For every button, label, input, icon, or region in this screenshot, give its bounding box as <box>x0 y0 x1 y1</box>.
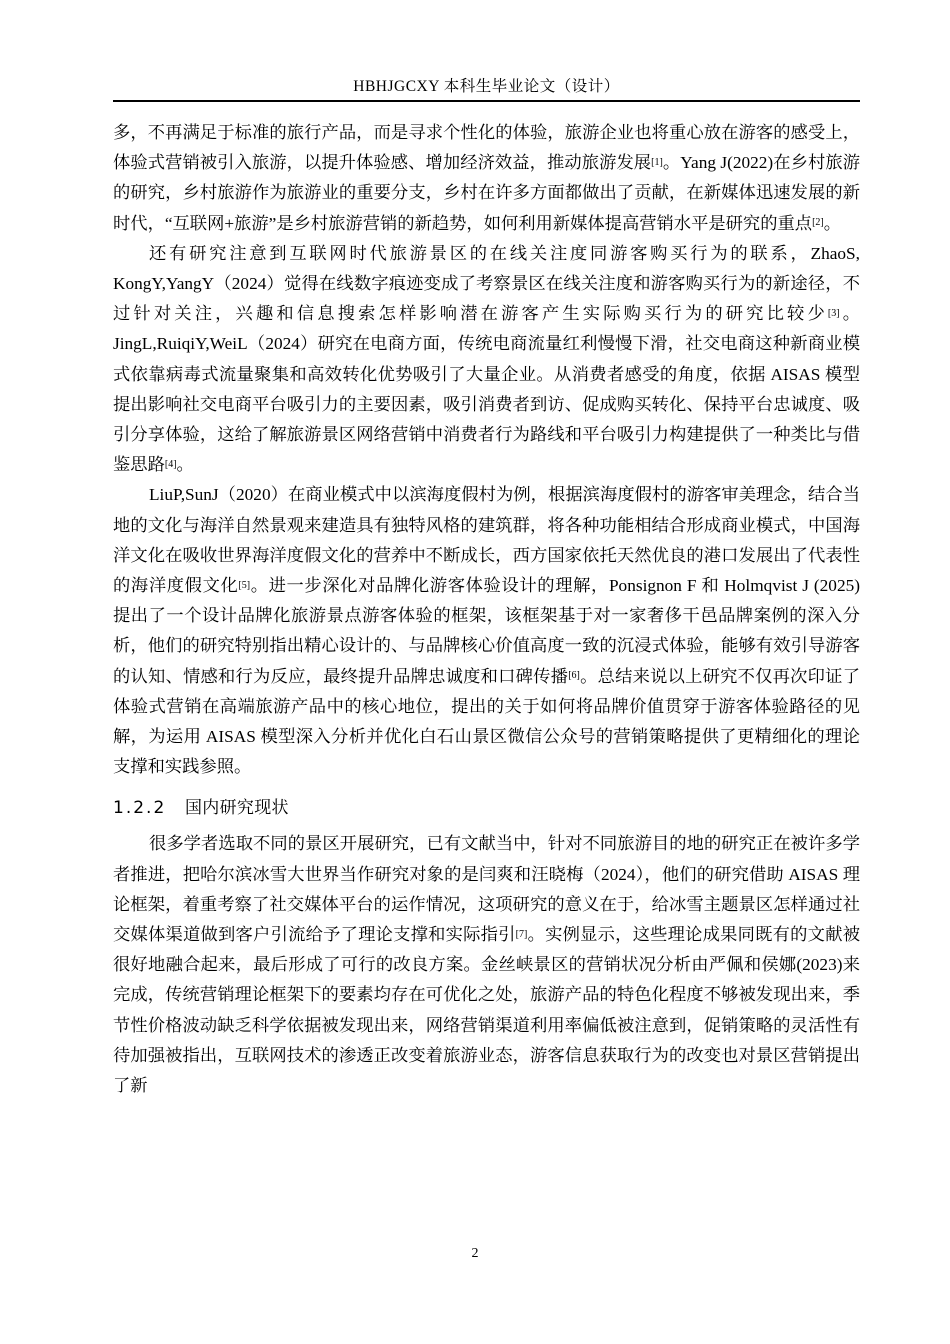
paragraph-4-text-b: 。实例显示，这些理论成果同既有的文献被很好地融合起来，最后形成了可行的改良方案。金丝峡景区的营销状况分析由严佩和侯娜(2023)来完成，传统营销理论框架下的要素均存在可优化之处，旅游产品的特色化程度不够被发现出来，季节性价格波动缺乏科学依据被发现出来，网络营销渠道利用率偏低被注意到，促销策略的灵活性有待加强被指出，互联网技术的渗透正改变着旅游业态，游客信息获取行为的改变也对景区营销提出了新 <box>113 925 860 1096</box>
citation-3: [3] <box>827 307 840 319</box>
paragraph-3-end: 。总结来说以上研究不仅再次印证了体验式营销在高端旅游产品中的核心地位，提出的关于如何将品牌价值贯穿于游客体验路径的见解，为运用 AISAS 模型深入分析并优化白石山景区微信公众号的营销策略提供了更精细化的理论支撑和实践参照。 <box>113 666 860 777</box>
header-rule <box>113 100 860 102</box>
paragraph-2 <box>113 239 860 481</box>
paragraph-3-text-b: 。进一步深化对品牌化游客体验设计的理解，Ponsignon F 和 Holmqvist J (2025) 提出了一个设计品牌化旅游景点游客体验的框架，该框架基于对一家奢侈干邑品牌案例的深入分析，他们的研究特别指出精心设计的、与品牌核心价值高度一致的沉浸式体验，能够有效引导游客的认知、情感和行为反应，最终提升品牌忠诚度和口碑传播 <box>113 576 860 686</box>
citation-1: [1] <box>651 156 663 168</box>
citation-4: [4] <box>164 458 177 470</box>
running-header: HBHJGCXY 本科生毕业论文（设计） <box>353 78 620 95</box>
citation-5: [5] <box>238 579 251 591</box>
paragraph-4-text: 很多学者选取不同的景区开展研究，已有文献当中，针对不同旅游目的地的研究正在被许多学者推进，把哈尔滨冰雪大世界当作研究对象的是闫爽和汪晓梅（2024），他们的研究借助 AISAS 理论框架，着重考察了社交媒体平台的运作情况，这项研究的意义在于，给冰雪主题景区怎样通过社交媒体渠道做到客户引流给予了理论支撑和实际指引 <box>113 834 860 945</box>
paragraph-2-end: 。 <box>176 455 194 475</box>
section-number: 1.2.2 <box>113 798 167 819</box>
paragraph-2-text-b: 。JingL,RuiqiY,WeiL（2024）研究在电商方面，传统电商流量红利慢慢下滑，社交电商这种新商业模式依靠病毒式流量聚集和高效转化优势吸引了大量企业。从消费者感受的角度，依据 AISAS 模型提出影响社交电商平台吸引力的主要因素，吸引消费者到访、促成购买转化、保持平台忠诚度、吸引分享体验，这给了解旅游景区网络营销中消费者行为路线和平台吸引力构建提供了一种类比与借鉴思路 <box>113 304 860 475</box>
paragraph-1-end: 。 <box>823 213 842 233</box>
citation-2: [2] <box>812 217 824 229</box>
section-title: 国内研究现状 <box>185 798 289 819</box>
citation-6: [6] <box>568 670 580 682</box>
paragraph-3 <box>113 480 860 782</box>
paragraph-3-text: LiuP,SunJ（2020）在商业模式中以滨海度假村为例，根据滨海度假村的游客审美理念，结合当地的文化与海洋自然景观来建造具有独特风格的建筑群，将各种功能相结合形成商业模式，中国海洋文化在吸收世界海洋度假文化的营养中不断成长，西方国家依托天然优良的港口发展出了代表性的海洋度假文化 <box>113 485 860 596</box>
paragraph-1 <box>113 118 860 239</box>
paragraph-4 <box>113 829 860 1101</box>
citation-7: [7] <box>515 928 528 940</box>
page-number: 2 <box>471 1246 479 1261</box>
paragraph-1-text: 多，不再满足于标准的旅行产品，而是寻求个性化的体验，旅游企业也将重心放在游客的感受上，体验式营销被引入旅游，以提升体验感、增加经济效益，推动旅游发展 <box>113 123 860 173</box>
paragraph-1-text-b: 。Yang J(2022)在乡村旅游的研究，乡村旅游作为旅游业的重要分支，乡村在许多方面都做出了贡献，在新媒体迅速发展的新时代，“互联网+旅游”是乡村旅游营销的新趋势，如何利用新媒体提高营销水平是研究的重点 <box>113 153 860 233</box>
section-heading <box>113 793 860 823</box>
body-text <box>113 118 860 1101</box>
paragraph-2-text: 还有研究注意到互联网时代旅游景区的在线关注度同游客购买行为的联系，ZhaoS, KongY,YangY（2024）觉得在线数字痕迹变成了考察景区在线关注度和游客购买行为的新途径，不过针对关注，兴趣和信息搜索怎样影响潜在游客产生实际购买行为的研究比较少 <box>113 243 860 324</box>
